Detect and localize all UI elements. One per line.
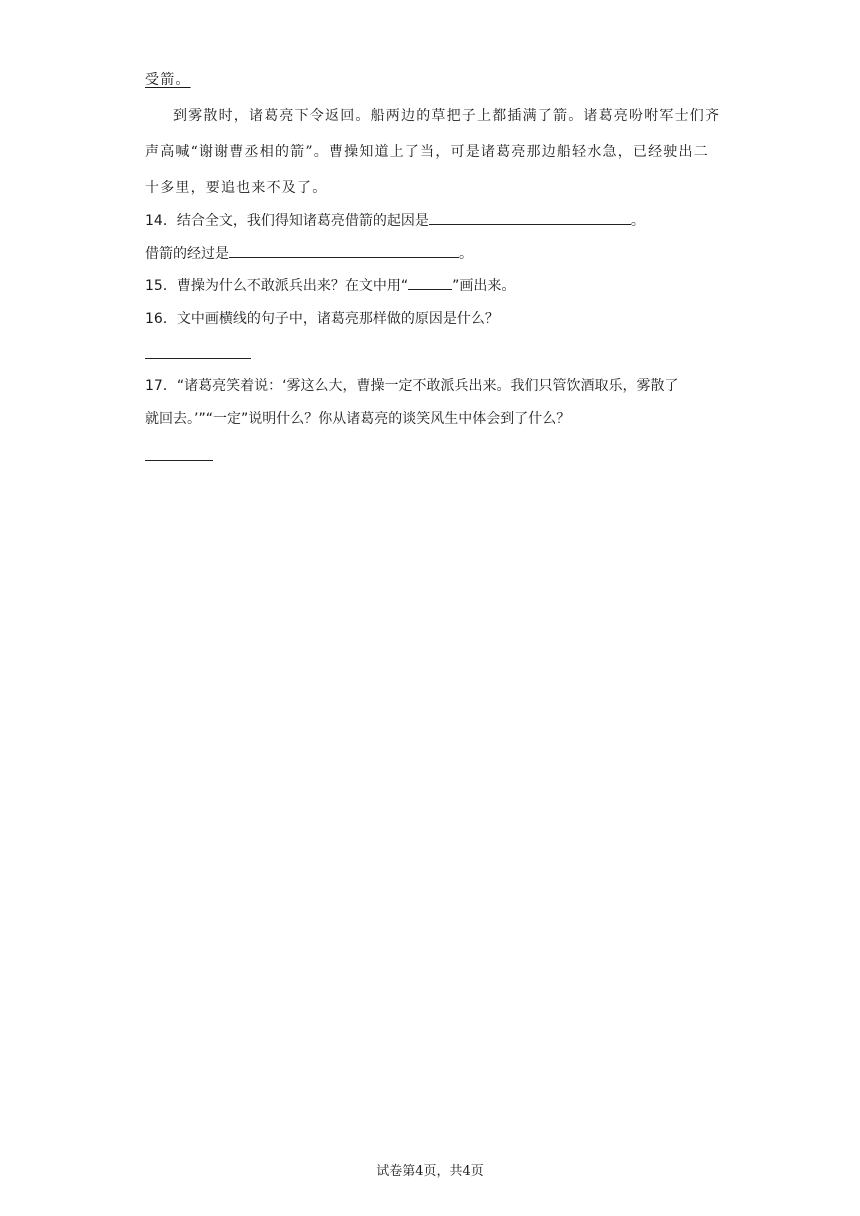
passage-line-3: 声高喊“谢谢曹丞相的箭”。曹操知道上了当，可是诸葛亮那边船轻水急，已经驶出二 xyxy=(145,144,709,160)
answer-line-17[interactable] xyxy=(145,460,213,461)
question-15 xyxy=(145,275,515,296)
question-14-text: 14．结合全文，我们得知诸葛亮借箭的起因是 xyxy=(145,213,429,229)
question-14-part-b xyxy=(145,243,473,264)
answer-blank-14a[interactable] xyxy=(429,210,631,225)
underline-marker-sample xyxy=(408,275,452,290)
page-footer: 试卷第4页，共4页 xyxy=(376,1164,484,1179)
question-17-line-2: 就回去。’”“一定”说明什么？你从诸葛亮的谈笑风生中体会到了什么？ xyxy=(145,411,571,427)
question-14b-text: 借箭的经过是 xyxy=(145,246,229,262)
passage-line-1 xyxy=(145,70,191,90)
period: 。 xyxy=(630,213,645,229)
period: 。 xyxy=(459,246,473,262)
passage-line-2: 到雾散时，诸葛亮下令返回。船两边的草把子上都插满了箭。诸葛亮吩咐军士们齐 xyxy=(173,108,721,124)
question-15-text-start: 15．曹操为什么不敢派兵出来？在文中用“ xyxy=(145,278,409,294)
answer-line-16[interactable] xyxy=(145,358,251,359)
underlined-sentence-end: 受箭。 xyxy=(145,72,191,88)
question-17-line-1: 17．“诸葛亮笑着说：‘雾这么大，曹操一定不敢派兵出来。我们只管饮酒取乐，雾散了 xyxy=(145,378,679,394)
answer-blank-14b[interactable] xyxy=(229,243,459,258)
question-14-part-a xyxy=(145,210,645,231)
passage-line-4: 十多里，要追也来不及了。 xyxy=(145,180,328,196)
question-15-text-end: ”画出来。 xyxy=(452,278,516,294)
question-16: 16．文中画横线的句子中，诸葛亮那样做的原因是什么？ xyxy=(145,311,499,327)
